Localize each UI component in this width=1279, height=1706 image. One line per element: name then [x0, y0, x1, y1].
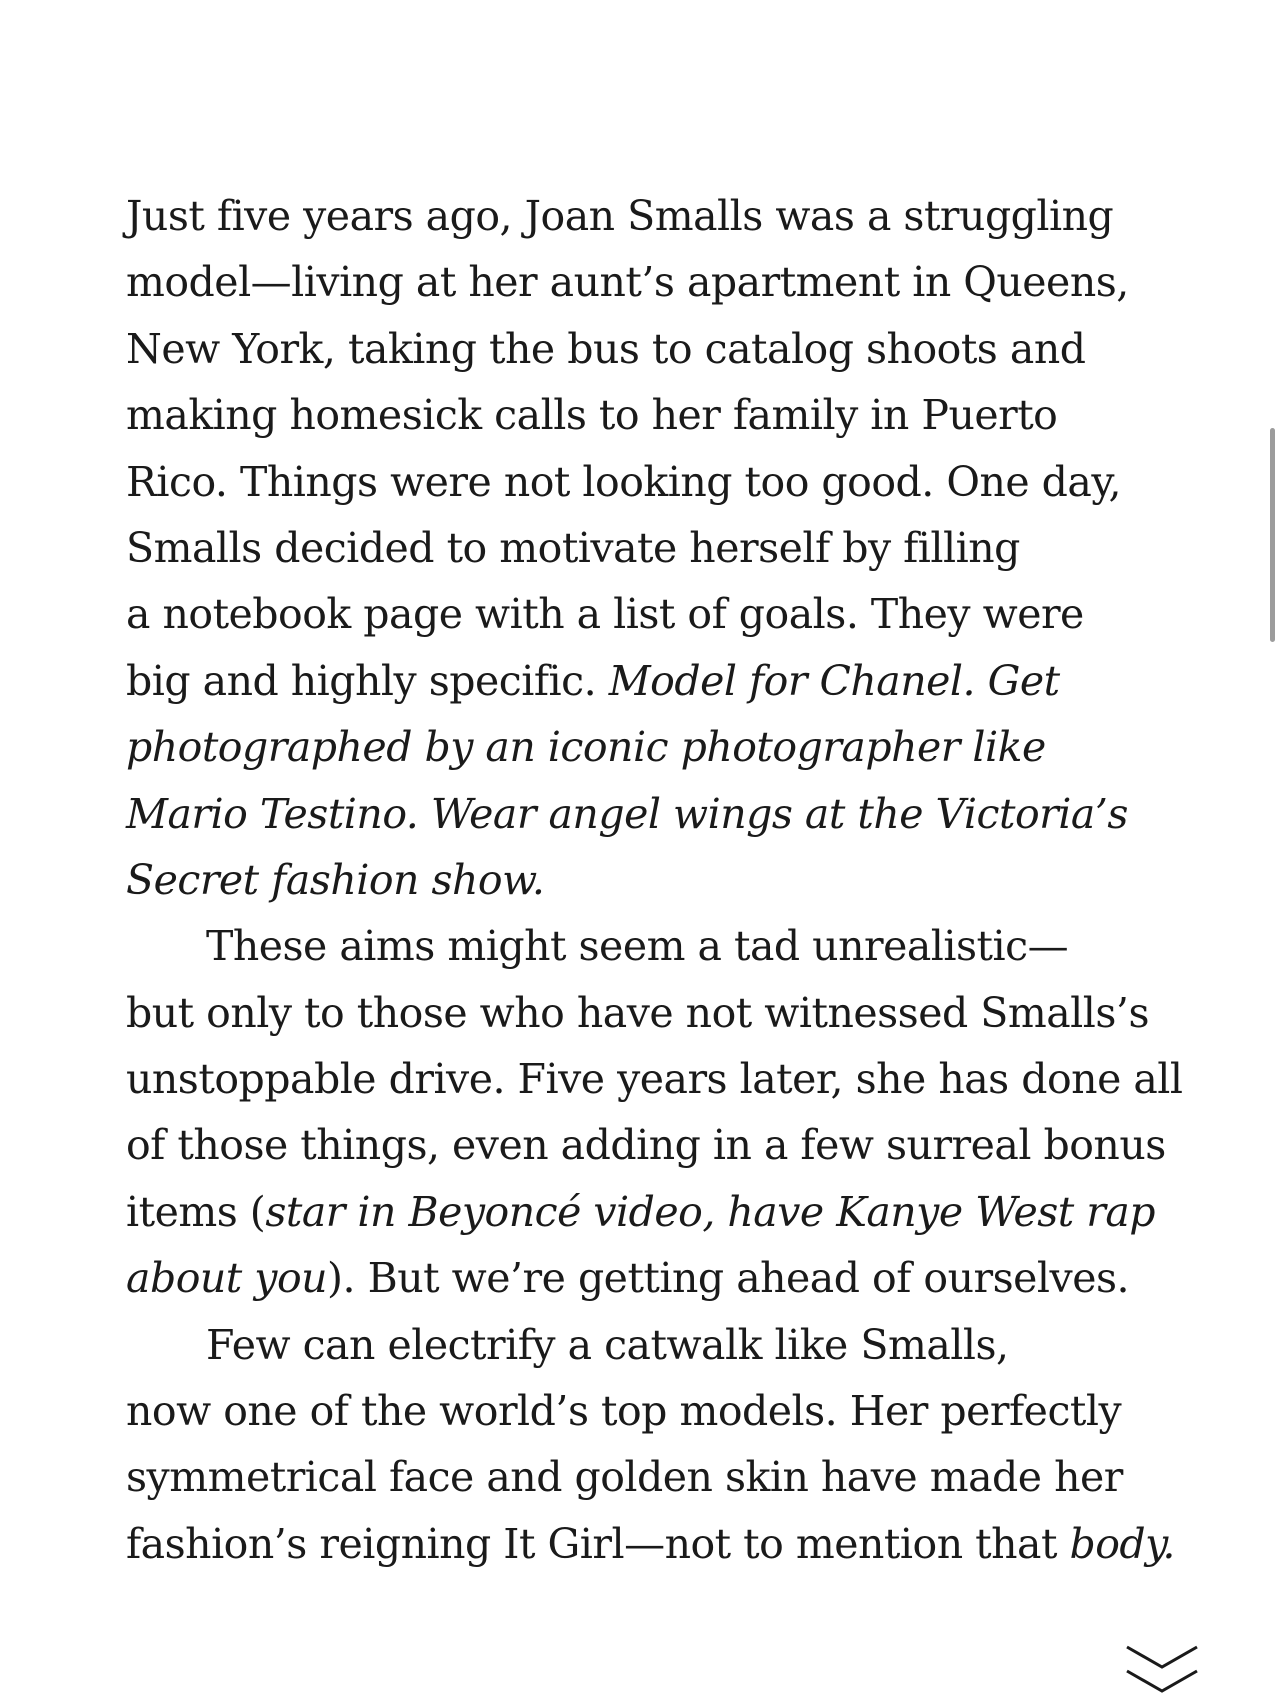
- text-line: [126, 449, 1156, 515]
- text-line: [126, 847, 1156, 913]
- text-line: [126, 183, 1156, 249]
- italic-run: Model for Chanel. Get: [608, 656, 1060, 705]
- text-line: [126, 781, 1156, 847]
- text-run: These aims might seem a tad unrealistic—: [206, 922, 1069, 971]
- text-line: [126, 648, 1156, 714]
- italic-run: photographed by an iconic photographer like: [126, 723, 1046, 772]
- paragraph-start-line: [126, 913, 1156, 979]
- text-line: [126, 1378, 1156, 1444]
- text-line: [126, 382, 1156, 448]
- text-line: [126, 249, 1156, 315]
- text-run: now one of the world’s top models. Her perfectly: [126, 1387, 1122, 1436]
- next-page-button[interactable]: [1121, 1641, 1203, 1703]
- text-line: [126, 581, 1156, 647]
- italic-run: Mario Testino. Wear angel wings at the Victoria’s: [126, 789, 1128, 838]
- italic-run: about you: [126, 1254, 328, 1303]
- text-line: [126, 980, 1156, 1046]
- text-line: [126, 316, 1156, 382]
- text-run: New York, taking the bus to catalog shoots and: [126, 324, 1086, 373]
- text-line: [126, 1444, 1156, 1510]
- article-body: [126, 183, 1183, 1577]
- italic-run: body.: [1069, 1519, 1175, 1568]
- text-run: model—living at her aunt’s apartment in Queens,: [126, 258, 1129, 307]
- text-run: but only to those who have not witnessed Smalls’s: [126, 988, 1150, 1037]
- italic-run: star in Beyoncé video, have Kanye West rap: [265, 1187, 1156, 1236]
- scrollbar-thumb[interactable]: [1270, 428, 1275, 642]
- text-line: [126, 1179, 1156, 1245]
- text-run: ). But we’re getting ahead of ourselves.: [327, 1254, 1130, 1303]
- italic-run: Secret fashion show.: [126, 855, 545, 904]
- text-run: items (: [126, 1187, 266, 1236]
- text-run: unstoppable drive. Five years later, she has done all: [126, 1055, 1183, 1104]
- text-run: Few can electrify a catwalk like Smalls,: [206, 1320, 1009, 1369]
- text-line: [126, 714, 1156, 780]
- text-line: [126, 1245, 1156, 1311]
- text-run: symmetrical face and golden skin have made her: [126, 1453, 1123, 1502]
- text-run: Rico. Things were not looking too good. One day,: [126, 457, 1122, 506]
- text-run: Smalls decided to motivate herself by filling: [126, 523, 1020, 572]
- text-run: big and highly specific.: [126, 656, 609, 705]
- text-run: fashion’s reigning It Girl—not to mention that: [126, 1519, 1070, 1568]
- text-run: a notebook page with a list of goals. They were: [126, 590, 1084, 639]
- text-line: [126, 1112, 1166, 1178]
- text-run: Just five years ago, Joan Smalls was a struggling: [126, 192, 1114, 240]
- text-line: [126, 1511, 1175, 1577]
- double-chevron-down-icon: [1121, 1641, 1203, 1703]
- text-line: [126, 1046, 1183, 1112]
- text-line: [126, 515, 1156, 581]
- paragraph-start-line: [126, 1312, 1156, 1378]
- text-run: making homesick calls to her family in Puerto: [126, 391, 1058, 440]
- text-run: of those things, even adding in a few surreal bonus: [126, 1121, 1166, 1170]
